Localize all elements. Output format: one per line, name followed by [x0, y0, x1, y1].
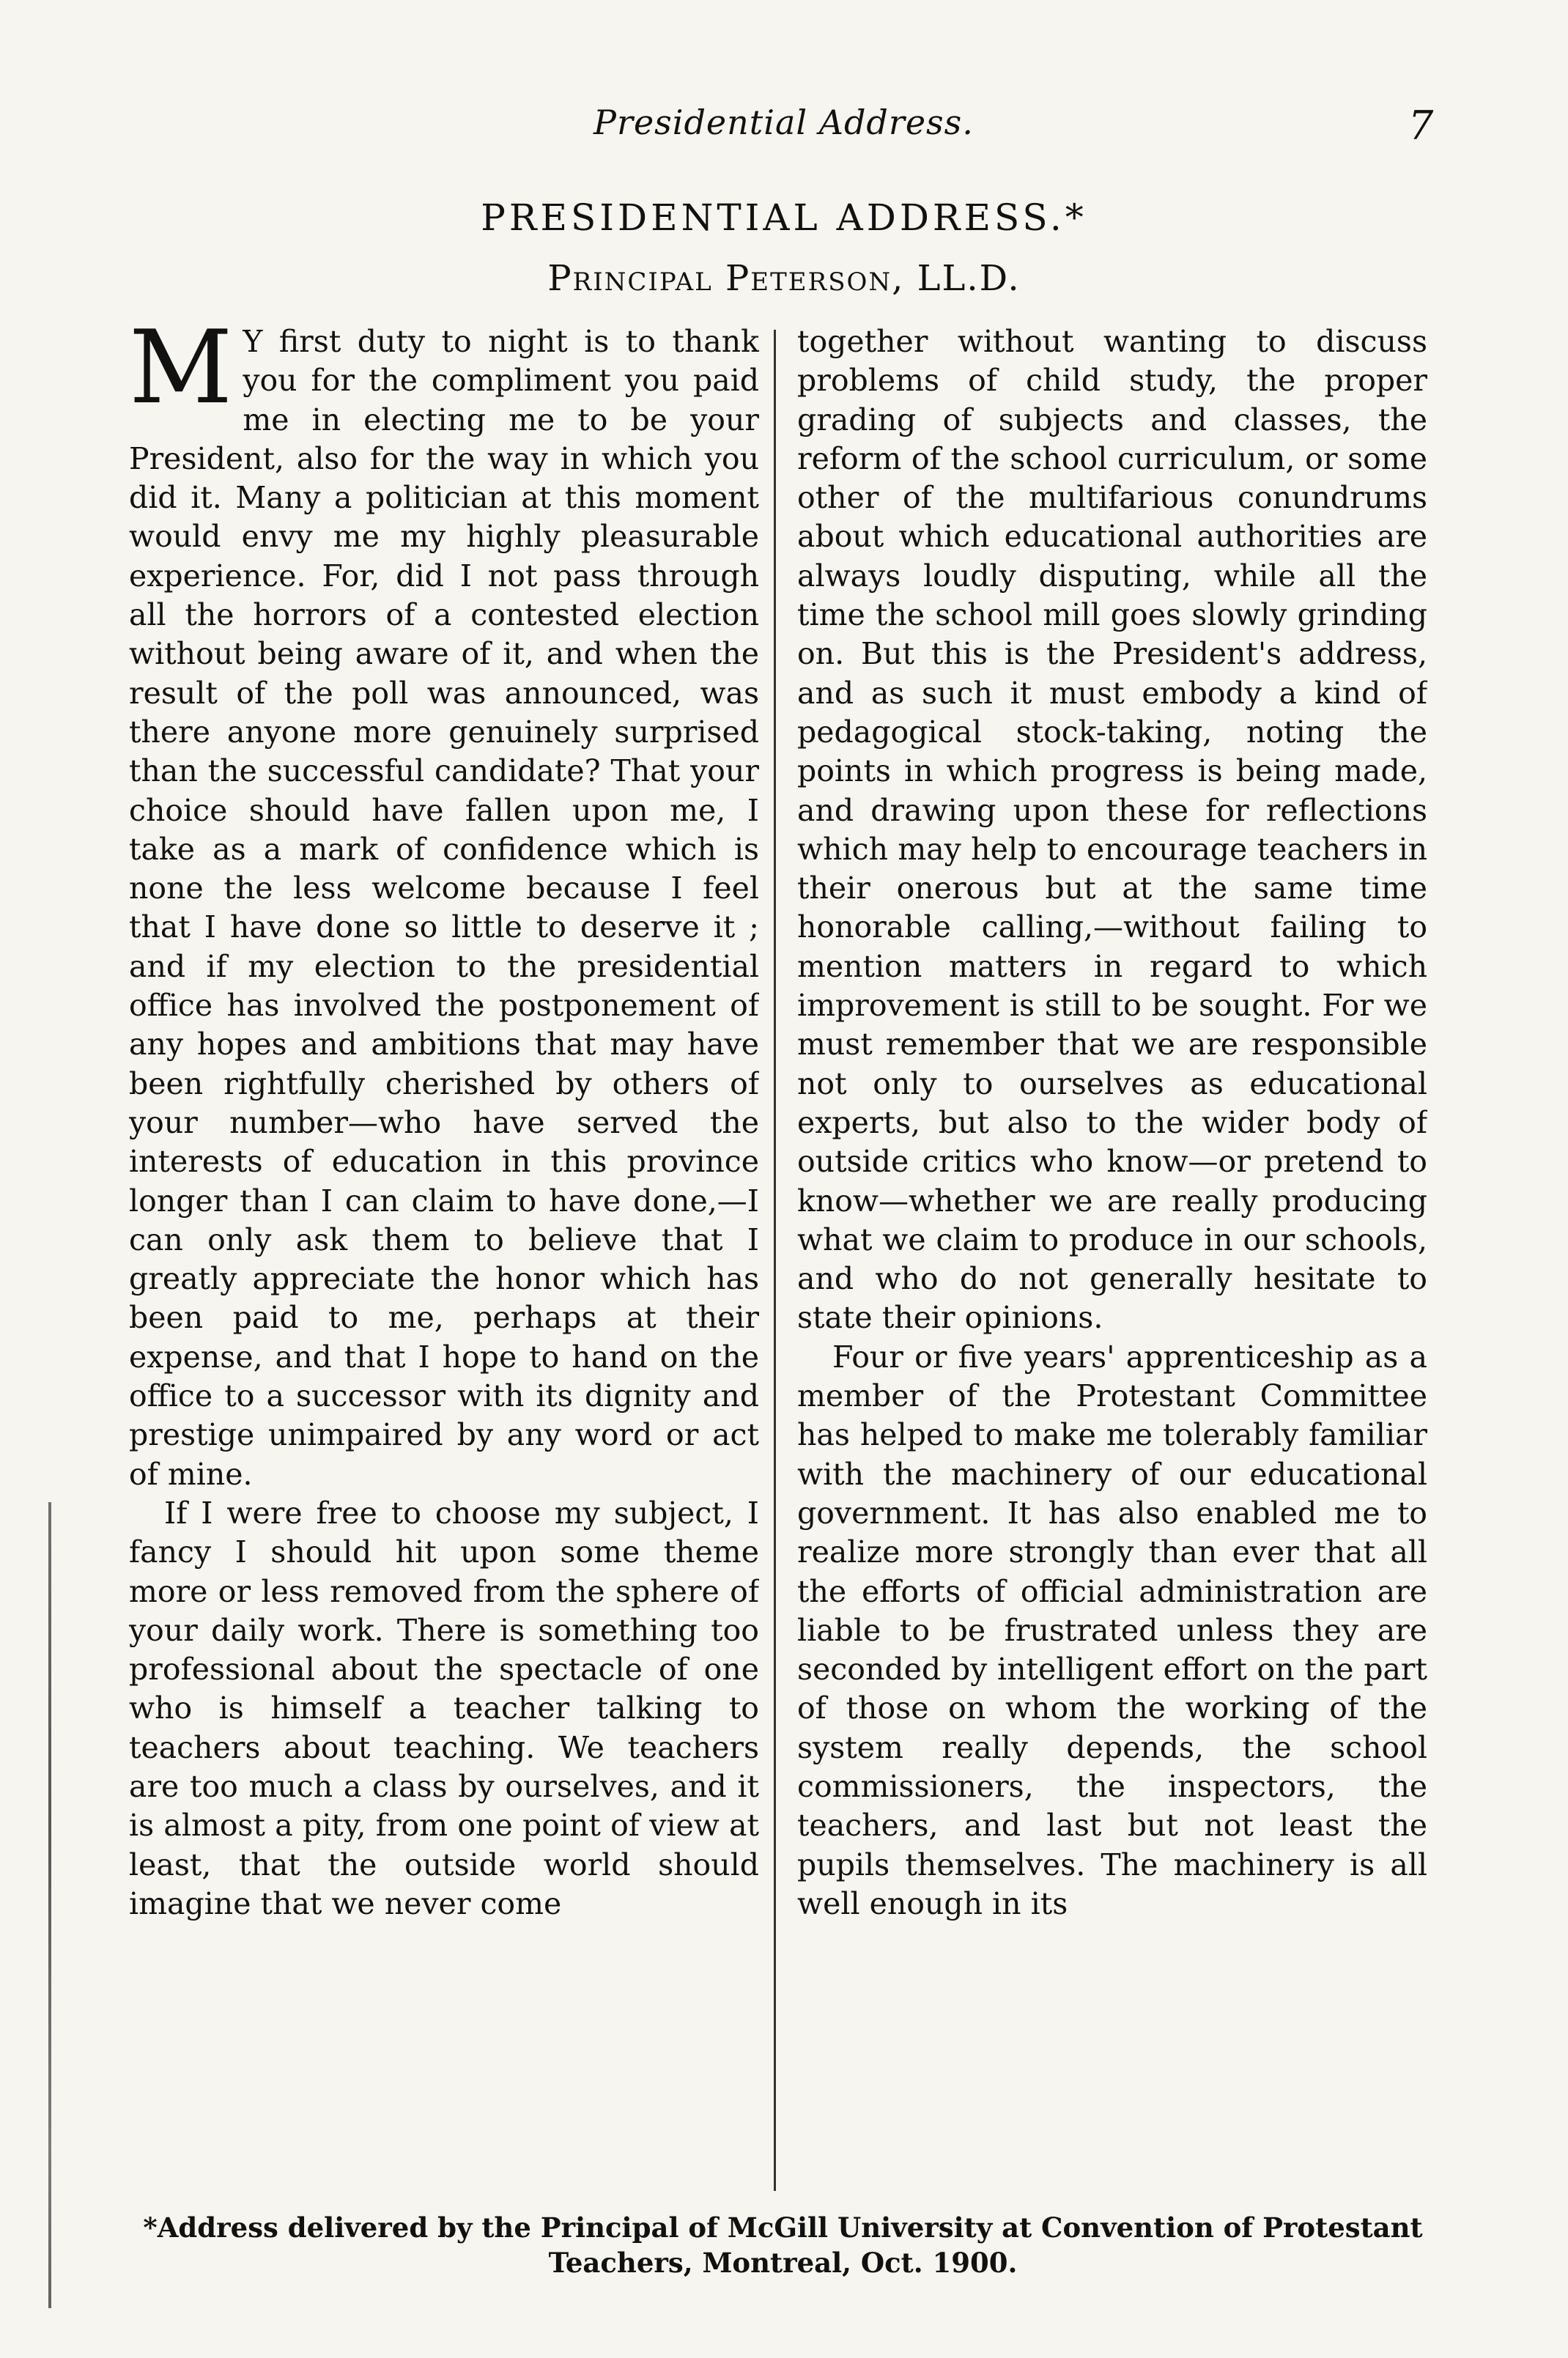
footnote: *Address delivered by the Principal of McGill University at Convention of Protestant Teachers, Montreal, Oct. 1900. — [143, 2211, 1423, 2279]
paragraph — [129, 322, 759, 1494]
page-number: 7 — [1408, 103, 1434, 149]
running-header — [0, 103, 1568, 161]
drop-cap: M — [129, 322, 233, 426]
paragraph: If I were free to choose my subject, I fancy I should hit upon some theme more or less removed from the sphere of your daily work. There is something too professional about the spectacle of one who is himself a teacher talking to teachers about teaching. We teachers are too much a class by ourselves, and it is almost a pity, from one point of view at least, that the outside world should imagine that we never come — [129, 1495, 759, 1921]
article-author: Principal Peterson, LL.D. — [547, 258, 1021, 299]
scan-margin-artifact — [48, 1502, 51, 2308]
column-divider — [774, 330, 776, 2191]
running-title: Presidential Address. — [593, 103, 974, 142]
paragraph: Four or five years' apprenticeship as a member of the Protestant Committee has helped to make me tolerably familiar with the machinery of our educational government. It has also enabled me to realize more strongly than ever that all the efforts of official administration are liable to be frustrated unless they are seconded by intelligent effort on the part of those on whom the working of the system really depends, the school commissioners, the inspectors, the teachers, and last but not least the pupils themselves. The machinery is all well enough in its — [797, 1339, 1427, 1921]
paragraph: together without wanting to discuss problems of child study, the proper grading of subjects and classes, the reform of the school curriculum, or some other of the multifarious conundrums about which educational authorities are always loudly disputing, while all the time the school mill goes slowly grinding on. But this is the President's address, and as such it must embody a kind of pedagogical stock-taking, noting the points in which progress is being made, and drawing upon these for reflections which may help to encourage teachers in their onerous but at the same time honorable calling,—without failing to mention matters in regard to which improvement is still to be sought. For we must remember that we are responsible not only to ourselves as educational experts, but also to the wider body of outside critics who know—or pretend to know—whether we are really producing what we claim to produce in our schools, and who do not generally hesitate to state their opinions. — [797, 324, 1427, 1336]
left-column — [129, 322, 759, 2195]
right-column — [797, 322, 1427, 2195]
article-title: PRESIDENTIAL ADDRESS.* — [481, 196, 1087, 239]
paragraph-text: Y first duty to night is to thank you for the compliment you paid me in electing me to be your President, also for the way in which you did it. Many a politician at this moment would envy me my highly pleasurable experience. For, did I not pass through all the horrors of a contested election without being aware of it, and when the result of the poll was announced, was there anyone more genuinely surprised than the successful candidate? That your choice should have fallen upon me, I take as a mark of confidence which is none the less welcome because I feel that I have done so little to deserve it ; and if my election to the presidential office has involved the postponement of any hopes and ambitions that may have been rightfully cherished by others of your number—who have served the interests of education in this province longer than I can claim to have done,—I can only ask them to believe that I greatly appreciate the honor which has been paid to me, perhaps at their expense, and that I hope to hand on the office to a successor with its dignity and prestige unimpaired by any word or act of mine. — [129, 324, 759, 1492]
body-columns — [129, 322, 1437, 2195]
